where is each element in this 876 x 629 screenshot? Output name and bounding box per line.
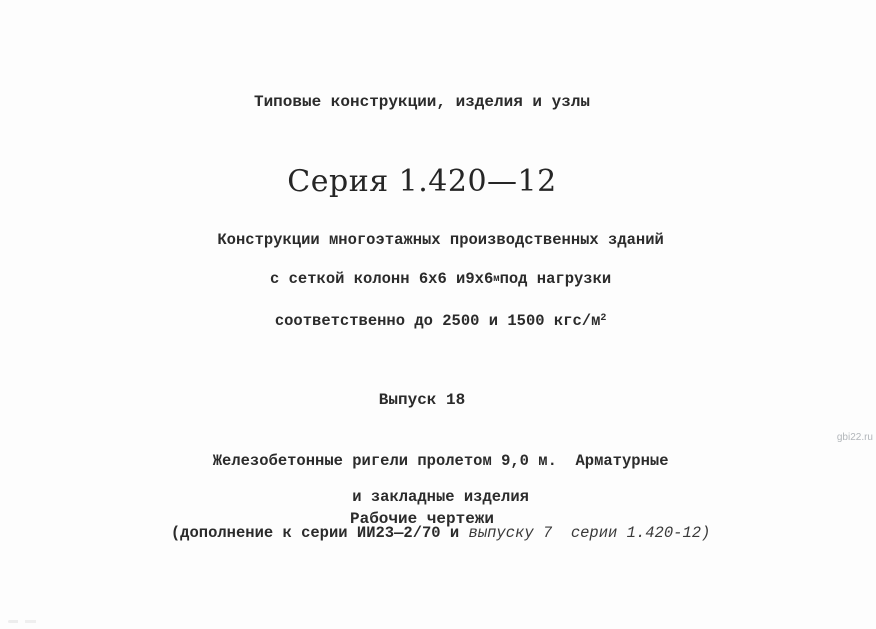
subtitle-line-1: Конструкции многоэтажных производственных зданий <box>217 230 664 249</box>
series-subtitle <box>0 211 844 351</box>
squared-superscript: 2 <box>600 312 607 324</box>
handwritten-addendum: выпуску 7 серии 1.420-12) <box>468 524 711 542</box>
description-line-2: и закладные изделия <box>352 488 529 506</box>
issue-description <box>0 434 844 560</box>
site-watermark: gbi22.ru <box>836 432 873 443</box>
document-category-line: Типовые конструкции, изделия и узлы <box>253 93 591 111</box>
subtitle-line-3: соответственно до 2500 и 1500 кгс/$м^2$ <box>274 311 607 330</box>
description-line-3: (дополнение к серии ИИ23—2/70 и выпуску 7 серии 1.420-12) <box>170 524 711 542</box>
issue-number-line: Выпуск 18 <box>378 391 466 409</box>
scan-artifact-mark <box>8 620 42 623</box>
series-title: Серия 1.420—12 <box>287 164 557 199</box>
document-type-line: Рабочие чертежи <box>349 510 495 528</box>
meters-unit-mark: м <box>493 272 500 285</box>
subtitle-line-2: с сеткой колонн 6х6 и9х6мпод нагрузки <box>270 269 612 288</box>
description-line-1: Железобетонные ригели пролетом 9,0 м. Арматурные <box>212 452 669 470</box>
